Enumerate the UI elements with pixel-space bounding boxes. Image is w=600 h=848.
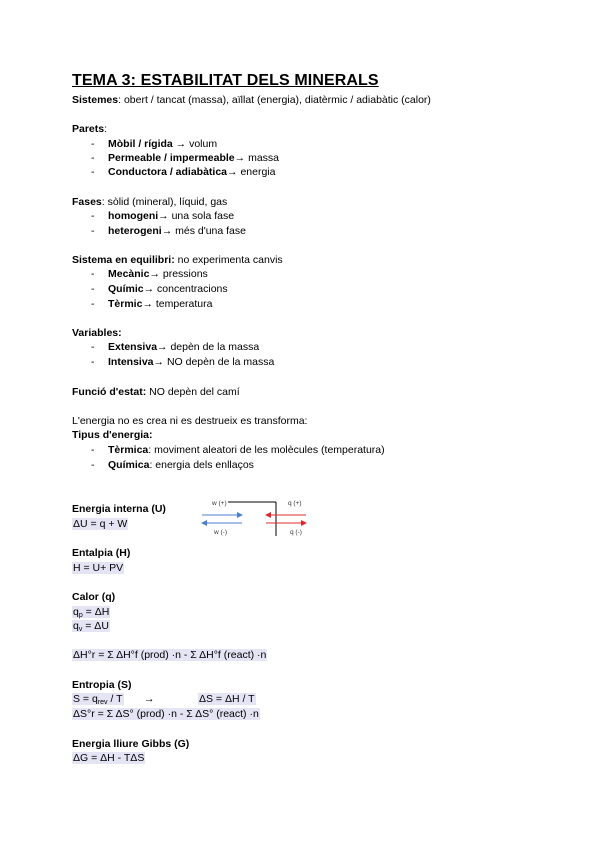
formula-highlight — [72, 620, 110, 632]
list-rest: → depèn de la massa — [157, 341, 260, 353]
s-rest: / T — [107, 693, 123, 705]
formula-highlight: ΔU = q + W — [73, 518, 128, 530]
tipus-heading: Tipus d'energia: — [72, 429, 153, 441]
formula-highlight: ΔG = ΔH - TΔS — [73, 752, 145, 764]
formula-highlight: ΔS°r = Σ ΔS° (prod) ·n - Σ ΔS° (react) ·n — [73, 708, 259, 720]
list-term: Mecànic — [108, 268, 150, 280]
list-rest: → volum — [172, 138, 218, 150]
list-rest: → massa — [234, 152, 279, 164]
list-term: Mòbil / rígida — [108, 138, 173, 150]
entalpia-formula — [72, 562, 124, 575]
parets-heading-line — [72, 123, 107, 136]
list-rest: → pressions — [149, 268, 208, 280]
equilibri-text: no experimenta canvis — [174, 254, 283, 266]
energia-interna-formula — [72, 518, 128, 531]
list-rest: → temperatura — [142, 298, 213, 310]
formula-highlight: H = U+ PV — [73, 562, 124, 574]
formula-highlight: ΔS = ΔH / T — [199, 693, 255, 705]
energia-interna-heading: Energia interna (U) — [72, 503, 166, 515]
entropia-heading: Entropia (S) — [72, 679, 132, 691]
fases-text: : sòlid (mineral), líquid, gas — [101, 196, 228, 208]
formula-highlight — [72, 693, 124, 705]
list-term: heterogeni — [108, 225, 162, 237]
calor-reaction-formula — [72, 649, 267, 662]
qp-rest: = ΔH — [82, 606, 110, 618]
page-title: TEMA 3: ESTABILITAT DELS MINERALS — [72, 72, 379, 89]
list-rest: → energia — [227, 166, 276, 178]
sistemes-label: Sistemes — [72, 94, 119, 106]
list-term: Tèrmica — [108, 444, 149, 456]
list-term: Permeable / impermeable — [108, 152, 235, 164]
w-minus-label: w (-) — [214, 529, 227, 536]
calor-qv-formula — [72, 620, 110, 633]
w-plus-label: w (+) — [212, 500, 227, 507]
calor-qp-formula — [72, 606, 110, 619]
funcio-line — [72, 386, 240, 399]
list-rest: → NO depèn de la massa — [153, 356, 275, 368]
parets-heading: Parets — [72, 123, 105, 135]
formula-highlight: ΔH°r = Σ ΔH°f (prod) ·n - Σ ΔH°f (react) ·n — [73, 649, 267, 661]
equilibri-label: Sistema en equilibri: — [72, 254, 175, 266]
qv-symbol: q — [73, 620, 79, 632]
entropia-s-formula — [72, 693, 124, 706]
fases-line — [72, 196, 227, 209]
s-left: S = q — [73, 693, 98, 705]
list-rest: : moviment aleatori de les molècules (temperatura) — [148, 444, 385, 456]
fases-label: Fases — [72, 196, 102, 208]
list-term: Tèrmic — [108, 298, 143, 310]
list-term: Conductora / adiabàtica — [108, 166, 228, 178]
qv-rest: = ΔU — [82, 620, 109, 632]
gibbs-formula — [72, 752, 145, 765]
s-subscript: rev — [97, 699, 108, 706]
q-minus-label: q (-) — [290, 529, 302, 536]
qp-symbol: q — [73, 606, 79, 618]
list-term: Química — [108, 459, 150, 471]
parets-colon: : — [104, 123, 108, 135]
list-rest: → concentracions — [143, 283, 228, 295]
list-term: Extensiva — [108, 341, 158, 353]
list-term: homogeni — [108, 210, 159, 222]
sign-convention-diagram — [196, 496, 316, 544]
formula-highlight — [72, 606, 110, 618]
document-page: TEMA 3: ESTABILITAT DELS MINERALS Sistemes: obert / tancat (massa), aïllat (energia), diatèrmic / adiabàtic (calor) Parets: - Mòbil / rígida → volum - Permeable / impermeable→ massa - Conductora / adiabàtica→ energia Fases: sòlid (mineral), líquid, gas - homogeni→ una sola fase - heterogeni→ més d'una fase Sistema en equilibri: no experimenta canvis - Mecànic→ pressions - Químic→ concentracions - Tèrmic→ temperatura Variables: - Extensiva→ depèn de la massa - Intensiva→ NO depèn de la massa Funció d'estat: NO depèn del camí L'energia no es crea ni es destrueix es transforma: Tipus d'energia: - Tèrmica: moviment aleatori de les molècules (temperatura) - Química: energia dels enllaços Energia interna (U) ΔU = q + W w (+) w (-) q (+) q (-) Entalpia (H) H = U+ PV Calor (q) $q_p = \Delta H$ $q_v = \Delta U$ ΔH°r = Σ ΔH°f (prod) ·n - Σ ΔH°f (react) ·n Entropia (S) $S = q_{rev} / T$ → ΔS = ΔH / T ΔS°r = Σ ΔS° (prod) ·n - Σ ΔS° (react) ·n Energia lliure Gibbs (G) ΔG = ΔH - TΔS — [72, 72, 431, 764]
list-term: Químic — [108, 283, 144, 295]
qv-subscript: v — [78, 626, 83, 633]
equilibri-line — [72, 254, 283, 267]
entalpia-heading: Entalpia (H) — [72, 547, 131, 559]
entropia-arrow: → — [144, 693, 155, 705]
list-rest: : energia dels enllaços — [149, 459, 254, 471]
sistemes-line — [72, 94, 431, 107]
list-rest: → més d'una fase — [161, 225, 246, 237]
qp-subscript: p — [78, 612, 83, 619]
variables-heading: Variables: — [72, 327, 122, 339]
calor-heading: Calor (q) — [72, 591, 116, 603]
list-term: Intensiva — [108, 356, 154, 368]
funcio-label: Funció d'estat: — [72, 386, 147, 398]
entropia-reaction-formula — [72, 708, 260, 721]
q-plus-label: q (+) — [288, 500, 302, 507]
funcio-text: NO depèn del camí — [146, 386, 240, 398]
entropia-ds-formula — [198, 693, 256, 706]
list-rest: → una sola fase — [158, 210, 235, 222]
energia-text: L'energia no es crea ni es destrueix es transforma: — [72, 415, 308, 427]
gibbs-heading: Energia lliure Gibbs (G) — [72, 738, 190, 750]
sistemes-text: : obert / tancat (massa), aïllat (energia), diatèrmic / adiabàtic (calor) — [118, 94, 431, 106]
